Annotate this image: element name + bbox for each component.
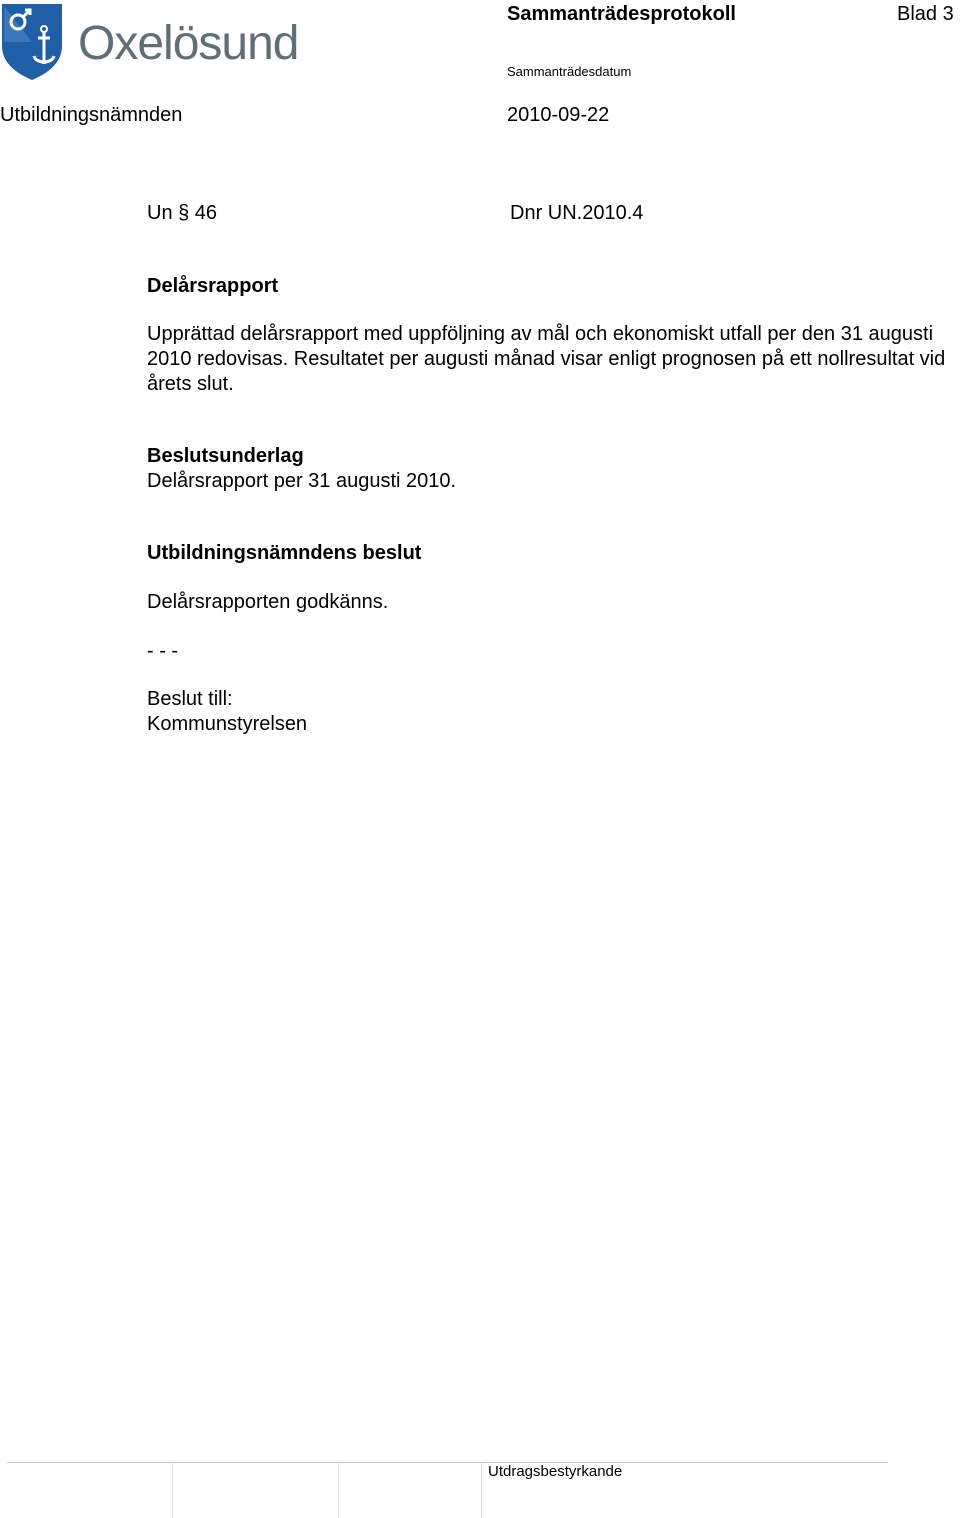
municipality-name: Oxelösund <box>78 17 299 70</box>
meeting-date-label: Sammanträdesdatum <box>507 64 632 79</box>
sent-to-recipient: Kommunstyrelsen <box>147 713 308 735</box>
signature-box-divider <box>481 1462 482 1518</box>
document-title: Sammanträdesprotokoll <box>507 3 736 25</box>
board-name: Utbildningsnämnden <box>0 104 183 126</box>
municipality-logo <box>0 2 345 82</box>
signature-box-divider <box>172 1462 173 1518</box>
signature-box-divider <box>338 1462 339 1518</box>
diary-number: Dnr UN.2010.4 <box>510 202 644 224</box>
decision-text: Delårsrapporten godkänns. <box>147 591 389 613</box>
basis-text: Delårsrapport per 31 augusti 2010. <box>147 470 457 492</box>
item-body: Upprättad delårsrapport med uppföljning av mål och ekonomiskt utfall per den 31 augusti 2010 redovisas. Resultatet per augusti månad visar enligt prognosen på ett nollresultat vid årets slut. <box>147 323 946 395</box>
coat-of-arms-icon <box>0 2 66 82</box>
separator: - - - <box>147 640 179 662</box>
meeting-date: 2010-09-22 <box>507 104 610 126</box>
paragraph-number: Un § 46 <box>147 202 218 224</box>
footer-rule <box>7 1462 888 1463</box>
decision-heading: Utbildningsnämndens beslut <box>147 542 422 564</box>
sheet-number: Blad 3 <box>897 3 954 25</box>
basis-heading: Beslutsunderlag <box>147 445 304 467</box>
sent-to-label: Beslut till: <box>147 688 233 710</box>
extract-certification-label: Utdragsbestyrkande <box>488 1463 623 1480</box>
item-title: Delårsrapport <box>147 275 279 297</box>
